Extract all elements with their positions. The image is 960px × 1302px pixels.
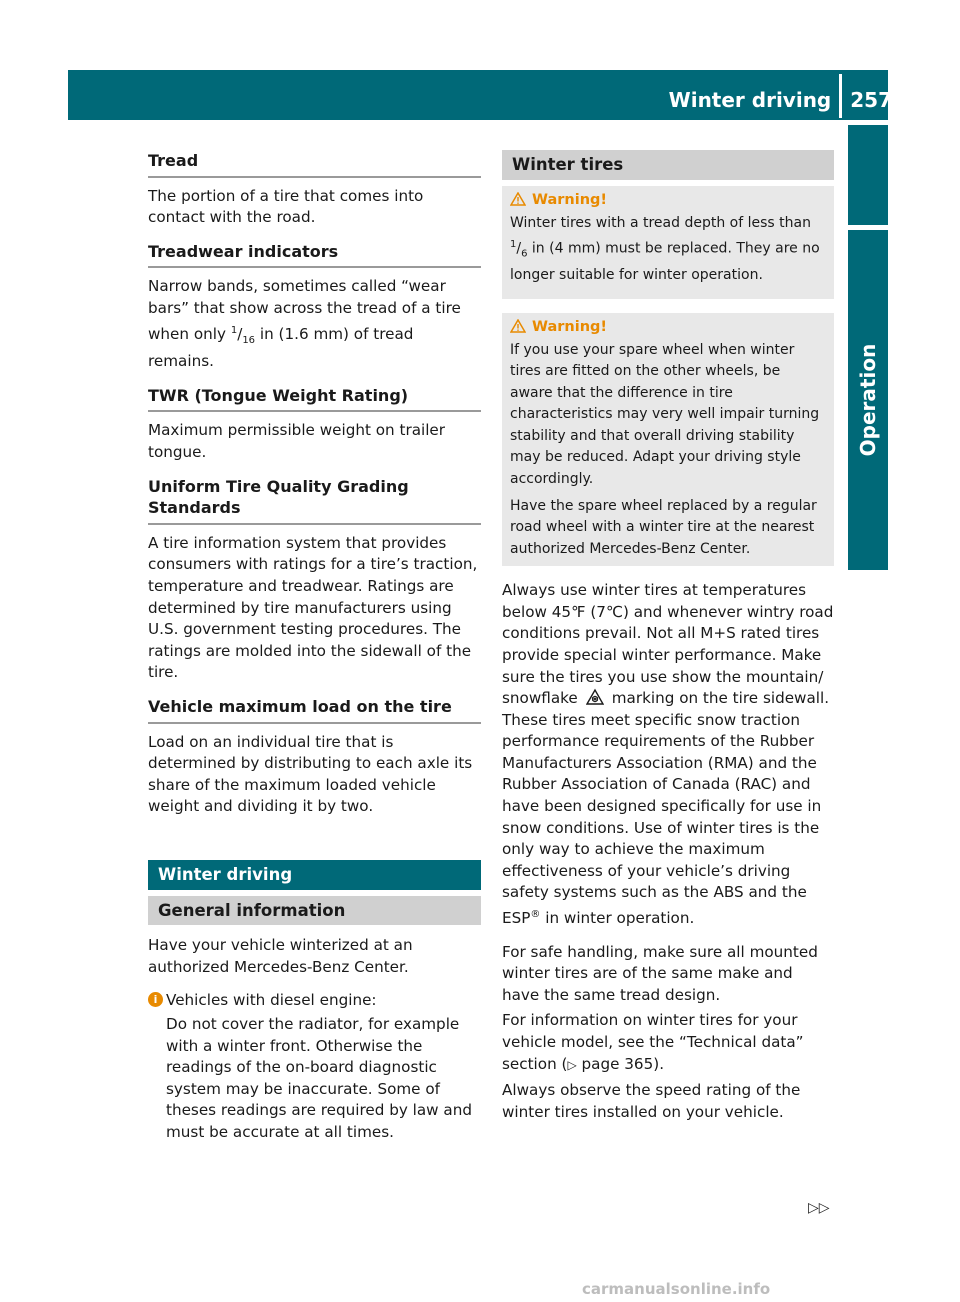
- warning-text: Winter tires with a tread depth of less than $^1/_6$ in (4 mm) must be replaced. They are no longer suitable for winter operation.: [510, 215, 820, 284]
- right-column: [502, 150, 834, 1135]
- watermark: carmanualsonline.info: [582, 1280, 771, 1298]
- info-note: [148, 990, 481, 1143]
- fraction-numerator: 1: [230, 324, 238, 336]
- term-heading: Tread: [148, 150, 481, 178]
- mountain-snowflake-icon: [586, 688, 604, 706]
- term-heading: Vehicle maximum load on the tire: [148, 696, 481, 724]
- body-paragraph: For information on winter tires for your vehicle model, see the “Technical data” section (▷ page 365).: [502, 1011, 804, 1073]
- body-paragraph: Always observe the speed rating of the winter tires installed on your vehicle.: [502, 1081, 801, 1121]
- term-definition: Narrow bands, sometimes called “wear bars” that show across the tread of a tire when only $^1/_{16}$ in (1.6 mm) of tread remains.: [148, 277, 461, 371]
- header-separator: [839, 74, 842, 118]
- term-heading: Treadwear indicators: [148, 241, 481, 269]
- fraction-numerator: 1: [510, 239, 517, 251]
- general-text: Have your vehicle winterized at an authorized Mercedes-Benz Center.: [148, 936, 413, 976]
- continue-marker: ▷▷: [808, 1200, 830, 1216]
- term-definition: Maximum permissible weight on trailer tongue.: [148, 421, 446, 462]
- warning-text: Have the spare wheel replaced by a regular road wheel with a winter tire at the nearest authorized Mercedes-Benz Center.: [510, 497, 817, 557]
- subsection-title: Winter tires: [502, 150, 834, 180]
- subsection-title: General information: [148, 896, 481, 926]
- term-heading: Uniform Tire Quality Grading Standards: [148, 476, 481, 525]
- page-reference-arrow-icon: ▷: [567, 1057, 577, 1072]
- warning-heading: Warning!: [510, 317, 826, 338]
- page-number: 257: [850, 88, 892, 112]
- term-definition: Load on an individual tire that is determined by distributing to each axle its share of the maximum loaded vehicle weight and dividing it by two.: [148, 732, 473, 816]
- warning-triangle-icon: [510, 319, 526, 333]
- term-definition: The portion of a tire that comes into contact with the road.: [148, 186, 424, 227]
- fraction-denominator: 16: [242, 334, 256, 346]
- info-icon: i: [148, 992, 163, 1007]
- info-text: Do not cover the radiator, for example with a winter front. Otherwise the readings of the on-board diagnostic system may be inaccurate. Some of theses readings are required by law and must be accurate at all times.: [166, 1014, 473, 1141]
- warning-heading: Warning!: [510, 190, 826, 211]
- left-column: [148, 150, 481, 1143]
- fraction-denominator: 6: [521, 248, 528, 260]
- warning-triangle-icon: [510, 192, 526, 206]
- warning-text: If you use your spare wheel when winter tires are fitted on the other wheels, be aware that the difference in tire characteristics may very well impair turning stability and that overall driving stability may be reduced. Adapt your driving style accordingly.: [510, 342, 820, 487]
- section-title: Winter driving: [148, 860, 481, 890]
- side-tab: [848, 230, 888, 570]
- term-definition: A tire information system that provides consumers with ratings for a tire’s traction, temperature and treadwear. Ratings are determined by tire manufacturers using U.S. government testing procedures. The ratings are molded into the sidewall of the tire.: [148, 533, 478, 682]
- header-title: Winter driving: [668, 88, 832, 112]
- term-heading: TWR (Tongue Weight Rating): [148, 385, 481, 413]
- warning-box: [502, 186, 834, 299]
- body-paragraph: Always use winter tires at temperatures below 45℉ (7℃) and whenever wintry road conditions prevail. Not all M+S rated tires provide special winter performance. Make sure the tires you use show the mountain/ snowflake marking on the tire sidewall. These tires meet specific snow traction performance requirements of the Rubber Manufacturers Association (RMA) and the Rubber Association of Canada (RAC) and have been designed specifically for use in snow conditions. Use of winter tires is the only way to achieve the maximum effectiveness of your vehicle’s driving safety systems such as the ABS and the ESP® in winter operation.: [502, 581, 834, 928]
- side-tab-marker: [848, 125, 888, 225]
- info-title: Vehicles with diesel engine:: [166, 991, 377, 1010]
- header: [669, 78, 892, 118]
- body-paragraph: For safe handling, make sure all mounted winter tires are of the same make and have the same tread design.: [502, 942, 818, 1004]
- warning-box: [502, 313, 834, 566]
- side-tab-label: Operation: [856, 343, 880, 457]
